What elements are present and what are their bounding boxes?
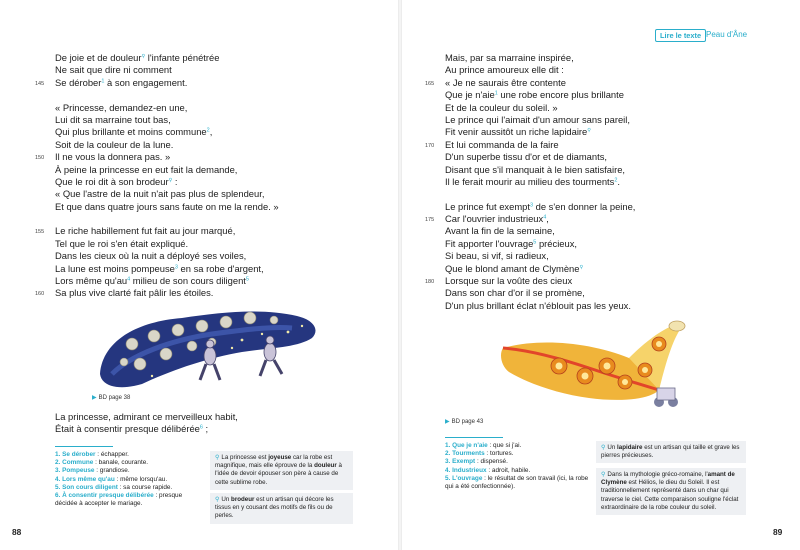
verse-text: Soit de la couleur de la lune.	[55, 138, 174, 150]
section-tag: Lire le texte	[655, 29, 706, 42]
footnote-rule-left	[55, 446, 113, 447]
verse-line	[55, 126, 279, 138]
verse-line	[445, 263, 635, 275]
verse-text: Lorsque sur la voûte des cieux	[445, 275, 573, 287]
verse-text: l'infante pénétrée	[145, 52, 220, 63]
verse-text: Que je n'aie	[445, 89, 495, 101]
verse-text: Que le blond amant de Clymène	[445, 262, 580, 274]
chapter-title: Peau d'Âne	[706, 30, 748, 39]
footnote-term: 3. Exempt	[445, 458, 476, 466]
verse-line	[55, 176, 279, 188]
footnote-definition: : grandiose.	[94, 467, 130, 475]
poem-stanzas-right	[425, 52, 636, 312]
verse-text: Si beau, si vif, si radieux,	[445, 250, 549, 262]
moon-dress-illustration	[92, 304, 324, 390]
footnote-marker[interactable]: 5	[245, 276, 249, 283]
line-number: 170	[425, 142, 435, 149]
verse-line	[445, 151, 635, 163]
footnote-definition: : adroit, habile.	[486, 466, 531, 474]
verse-line	[55, 263, 279, 275]
verse-text: Au prince amoureux elle dit :	[445, 64, 564, 76]
verse-text: D'un plus brillant éclat n'éblouit pas les yeux.	[445, 299, 631, 311]
footnote-term: 4. Lors même qu'au	[55, 475, 115, 483]
footnote-marker[interactable]: 4	[127, 276, 131, 283]
page-number-left: 88	[12, 527, 22, 537]
verse-text: Il ne vous la donnera pas. »	[55, 151, 171, 163]
verse-line	[445, 164, 635, 176]
poem-stanzas-left	[35, 52, 279, 300]
verse-text: Dans son char d'or il se promène,	[445, 287, 585, 299]
verse-line	[445, 225, 635, 237]
verse-text: Il le ferait mourir au milieu des tourments	[445, 175, 615, 187]
footnote	[55, 492, 205, 508]
footnote-marker[interactable]: 4	[543, 214, 547, 221]
verse-text: Car l'ouvrier industrieux	[445, 213, 544, 225]
verse-line	[425, 213, 635, 225]
verse-text: Sa plus vive clarté fait pâlir les étoiles.	[55, 287, 214, 299]
footnotes-left	[55, 451, 205, 508]
footnote-definition: : que si j'ai.	[487, 442, 522, 449]
footnote-term: 1. Se dérober	[55, 451, 96, 458]
verse-text: Le prince qui l'aimait d'un amour sans pareil,	[445, 113, 630, 125]
footnote	[445, 475, 590, 491]
verse-text: Lors même qu'au	[55, 275, 128, 287]
triangle-right-icon: ▶	[92, 395, 97, 401]
verse-text: Et que dans quatre jours sans faute on me la rende. »	[55, 200, 279, 212]
verse-line	[55, 114, 279, 126]
footnote-definition: : sa course rapide.	[117, 483, 173, 491]
verse-line	[425, 76, 635, 89]
verse-line	[55, 139, 279, 151]
footnotes-right	[445, 442, 590, 491]
verse-line	[55, 102, 279, 114]
footnote-term: 3. Pompeuse	[55, 467, 95, 475]
footnote-term: 2. Tourments	[445, 450, 485, 458]
verse-text: De joie et de douleur	[55, 52, 142, 63]
note-box-brodeur: ⚲ Un brodeur est un artisan qui décore les tissus en y cousant des motifs de fils ou de perles.	[210, 493, 353, 524]
verse-line	[425, 275, 635, 287]
verse-text: Se dérober	[55, 76, 102, 88]
verse-text: milieu de son cours diligent	[130, 275, 246, 287]
footnote-term: 5. Son cours diligent	[55, 483, 118, 491]
footnote	[55, 484, 205, 492]
verse-line	[445, 176, 635, 188]
bd-page-reference-right[interactable]: ▶ BD page 43	[445, 419, 484, 425]
verse-text: à son engagement.	[104, 76, 188, 88]
footnote-definition: : dispensé.	[475, 458, 508, 466]
footnote	[55, 451, 205, 459]
line-number: 160	[35, 291, 45, 298]
sun-dress-illustration	[499, 318, 695, 414]
verse-line	[445, 102, 635, 114]
verse-text: La lune est moins pompeuse	[55, 262, 175, 274]
verse-line	[445, 114, 635, 126]
verse-line	[445, 89, 635, 101]
verse-text: La princesse, admirant ce merveilleux habit,	[55, 411, 238, 422]
verse-line	[55, 52, 279, 64]
verse-text: Tel que le roi s'en était expliqué.	[55, 237, 189, 249]
verse-text: Disant que s'il manquait à le bien satisfaire,	[445, 163, 626, 175]
footnote-marker[interactable]: 2	[614, 177, 618, 184]
verse-line	[445, 287, 635, 299]
verse-text: D'un superbe tissu d'or et de diamants,	[445, 151, 608, 163]
verse-line	[55, 238, 279, 250]
verse-line	[35, 287, 279, 299]
verse-text: Et lui commanda de la faire	[445, 138, 559, 150]
verse-line	[445, 300, 635, 312]
note-box-lapidaire: ⚲ Un lapidaire est un artisan qui taille et grave les pierres précieuses.	[596, 441, 746, 463]
magnifier-icon[interactable]: ⚲	[579, 264, 584, 271]
verse-text: Fit apporter l'ouvrage	[445, 237, 534, 249]
note-box-joyeuse: ⚲ La princesse est joyeuse car la robe est magnifique, mais elle éprouve de la douleur à l'idée de devoir épouser son père à cause de cette sublime robe.	[210, 451, 353, 490]
verse-line	[445, 126, 635, 138]
verse-text: ;	[202, 423, 209, 435]
verse-text: .	[617, 175, 621, 187]
verse-text: Fit venir aussitôt un riche lapidaire	[445, 126, 588, 138]
line-number: 145	[35, 80, 45, 87]
magnifier-icon: ⚲	[601, 445, 606, 451]
footnote-marker[interactable]: 1	[101, 78, 105, 85]
magnifier-icon: ⚲	[215, 497, 220, 503]
verse-text: « Que l'astre de la nuit n'ait pas plus de splendeur,	[55, 188, 265, 200]
verse-line	[445, 238, 635, 250]
verse-text: À peine la princesse en eut fait la demande,	[55, 163, 238, 175]
verse-text: ,	[546, 213, 549, 225]
poem-closing-left	[55, 411, 238, 436]
verse-line	[55, 275, 279, 287]
verse-text: Le prince fut exempt	[445, 200, 530, 212]
verse-text: Qui plus brillante et moins commune	[55, 126, 207, 138]
verse-line	[55, 411, 238, 423]
verse-text: Et de la couleur du soleil. »	[445, 101, 558, 113]
verse-line	[445, 201, 635, 213]
footnote	[445, 467, 590, 475]
footnote-term: 4. Industrieux	[445, 466, 487, 474]
footnote-term: 6. À consentir presque délibérée	[55, 492, 154, 500]
magnifier-icon[interactable]: ⚲	[587, 127, 591, 134]
stanza-gap	[445, 188, 635, 200]
footnote-term: 1. Que je n'aie	[445, 442, 488, 449]
verse-text: Avant la fin de la semaine,	[445, 225, 555, 237]
stanza-gap	[55, 89, 279, 101]
verse-text: Le riche habillement fut fait au jour marqué,	[55, 225, 236, 237]
footnote	[55, 459, 205, 467]
footnote-definition: : banale, courante.	[93, 459, 149, 467]
footnote-definition: : même lorsqu'au.	[114, 475, 168, 483]
footnote	[445, 458, 590, 466]
verse-line	[55, 423, 238, 435]
footnote	[445, 442, 590, 450]
line-number: 150	[35, 155, 45, 162]
verse-text: Mais, par sa marraine inspirée,	[445, 52, 574, 63]
verse-text: en sa robe d'argent,	[177, 262, 264, 274]
verse-text: Dans les cieux où la nuit a déployé ses voiles,	[55, 250, 247, 262]
footnote-definition: : le résultat de son travail (ici, la robe qui a été confectionnée).	[445, 474, 589, 491]
verse-text: Ne sait que dire ni comment	[55, 64, 172, 76]
verse-line	[445, 52, 635, 64]
footnote-definition: : tortures.	[484, 450, 514, 458]
verse-text: Était à consentir presque délibérée	[55, 423, 200, 435]
verse-line	[55, 164, 279, 176]
line-number: 165	[425, 80, 435, 87]
footnote-marker[interactable]: 5	[533, 239, 537, 246]
verse-line	[445, 64, 635, 76]
right-page	[400, 0, 800, 550]
footnote-term: 5. L'ouvrage	[445, 474, 483, 482]
line-number: 175	[425, 217, 435, 224]
magnifier-icon[interactable]: ⚲	[168, 177, 173, 184]
footnote	[55, 476, 205, 484]
line-number: 155	[35, 229, 45, 236]
footnote	[55, 467, 205, 475]
footnote-rule-right	[445, 437, 503, 438]
verse-line	[35, 76, 279, 89]
verse-text: Lui dit sa marraine tout bas,	[55, 113, 171, 125]
verse-text: :	[172, 175, 178, 187]
magnifier-icon: ⚲	[601, 472, 606, 478]
verse-text: Que le roi dit à son brodeur	[55, 175, 169, 187]
footnote-definition: : presque décidée à accepter le mariage.	[55, 492, 183, 508]
verse-text: ,	[209, 126, 213, 138]
stanza-gap	[55, 213, 279, 225]
verse-text: une robe encore plus brillante	[497, 89, 624, 101]
note-box-clymene: ⚲ Dans la mythologie gréco-romaine, l'amant de Clymène est Hélios, le dieu du Soleil. Il est traditionnellement représenté dans un char qui traverse le ciel. Cette comparaison souligne l'éclat extraordinaire de la robe couleur du soleil.	[596, 468, 746, 515]
verse-line	[55, 201, 279, 213]
verse-line	[425, 138, 635, 151]
triangle-right-icon: ▶	[445, 419, 450, 425]
verse-text: « Princesse, demandez-en une,	[55, 101, 188, 113]
footnote-marker[interactable]: 3	[529, 202, 534, 209]
page-number-right: 89	[773, 527, 783, 537]
magnifier-icon[interactable]: ⚲	[141, 53, 146, 60]
bd-page-reference-left[interactable]: ▶ BD page 38	[92, 395, 131, 401]
footnote-marker[interactable]: 2	[206, 127, 210, 134]
footnote	[445, 450, 590, 458]
footnote-marker[interactable]: 1	[494, 90, 498, 97]
footnote-marker[interactable]: 6	[199, 424, 203, 431]
line-number: 180	[425, 279, 435, 286]
verse-line	[445, 250, 635, 262]
verse-text: précieux,	[536, 237, 578, 249]
footnote-definition: : échapper.	[95, 451, 129, 458]
verse-line	[35, 225, 279, 237]
footnote-term: 2. Commune	[55, 459, 94, 467]
verse-text: de s'en donner la peine,	[533, 200, 636, 212]
verse-line	[55, 188, 279, 200]
footnote-marker[interactable]: 3	[174, 264, 178, 271]
verse-line	[55, 64, 279, 76]
verse-line	[55, 250, 279, 262]
verse-line	[35, 151, 279, 163]
verse-text: « Je ne saurais être contente	[445, 76, 566, 88]
magnifier-icon: ⚲	[215, 455, 220, 461]
